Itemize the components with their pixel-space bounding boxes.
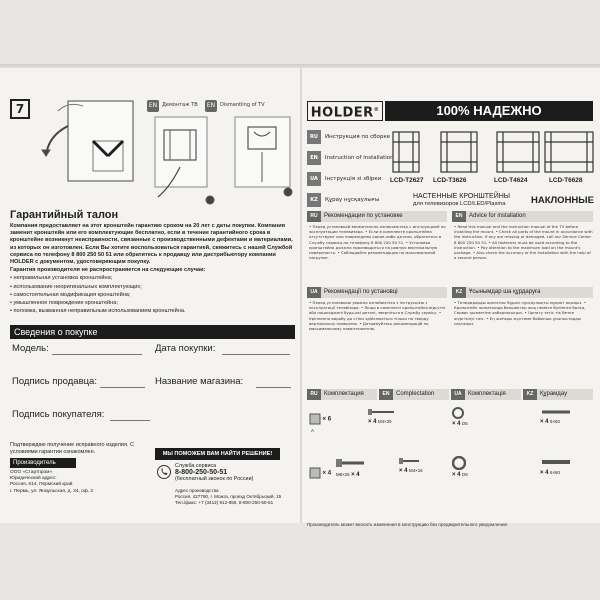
kit-size: D8 (462, 472, 468, 477)
anchor-icon (540, 456, 572, 468)
kit-item-m8x25 (336, 456, 366, 478)
address-line: Россия, 427790, г. Можга, проезд Октябрьский, 15 (175, 494, 282, 499)
section-tag: UA (451, 389, 465, 400)
section-header-kz (452, 287, 593, 298)
purchase-date-label: Дата покупки: (155, 343, 216, 354)
step-badge-2: EN (205, 100, 217, 112)
warranty-item: • неправильная установка кронштейна; (10, 275, 113, 282)
language-row-en (307, 151, 394, 165)
series-title (413, 193, 510, 208)
service-info (175, 463, 253, 483)
washer-icon (309, 413, 321, 425)
seller-signature-field[interactable] (100, 387, 145, 388)
kit-item-m4x16 (399, 456, 423, 474)
warranty-item: • умышленное повреждение кронштейна; (10, 300, 118, 307)
kit-item-d5 (452, 407, 468, 427)
ring-washer-icon (452, 407, 464, 419)
slogan-banner: 100% НАДЕЖНО (385, 101, 593, 121)
warranty-item: • поломка, вызванная неправильным использованием кронштейна. (10, 308, 186, 315)
language-text: Instruction of installation (325, 155, 394, 161)
warranty-title: Гарантийный талон (10, 209, 119, 221)
step-badge-1: EN (147, 100, 159, 112)
section-title: Advice for installation (469, 213, 526, 219)
kit-item-6x60 (540, 456, 572, 476)
section-body-ua: • Перед установкою уважно ознайомтеся з інструкцією з експлуатації телевізора. • Якщо в комплекті кронштейна відсутні або пошкоджені будь-які деталі, зверніться в Службу сервісу. • Кріплення виробу до стіни здійснюється тільки на тверду вертикальну поверхню. • Дотримуйтесь рекомендацій по максимальному навантаженню. (309, 300, 446, 332)
store-name-label: Название магазина: (155, 376, 244, 387)
page-fold (300, 68, 302, 523)
footer-note: Производитель может вносить изменения в конструкцию без предварительного уведомления (307, 522, 508, 527)
kit-size: M4×25 (378, 419, 392, 424)
model-label: LCD-T2627 (390, 177, 424, 184)
kit-size: 5×60 (550, 419, 560, 424)
kit-qty: × 4 (368, 419, 377, 425)
kit-item-b (309, 467, 331, 479)
model-field[interactable] (52, 354, 142, 355)
section-header-ua (307, 287, 447, 298)
model-label: LCD-T4624 (494, 177, 528, 184)
kit-qty: × 4 (540, 470, 549, 476)
language-text: Инструкция по сборке (325, 134, 391, 140)
section-title: Комплектація (468, 391, 506, 397)
section-body-kz: • Теледидарды орнатпас бұрын нұсқаулықты мұқият оқыңыз. • Кронштейн жинағында бөлшектер жоқ немесе бүлінген болса, Сервис қызметіне хабарласыңыз. • Орнату тегіс тік бетке жүргізілуі тиіс. • Ең жоғары жүктеме бойынша ұсыныстарды сақтаңыз. (454, 300, 587, 326)
buyer-signature-label: Подпись покупателя: (12, 409, 105, 420)
bolt-icon (336, 456, 366, 470)
section-tag: UA (307, 287, 321, 298)
section-body-ru: • Перед установкой внимательно ознакомьтесь с инструкцией по эксплуатации телевизора. • Если в комплекте кронштейна отсутствуют или повреждены какие-либо детали, обратитесь в Службу сервиса по телефону 8 800 250 50 51. • Установка кронштейна должна производиться на ровную вертикальную поверхность. • Соблюдайте рекомендации по максимальной нагрузке. (309, 224, 446, 261)
service-label: Служба сервиса (175, 463, 217, 469)
purchase-date-field[interactable] (222, 354, 290, 355)
language-text: Құрау нұсқаулығы (325, 197, 380, 203)
confirm-text: Подтверждаю получение исправного изделия. С условиями гарантии ознакомлен. (10, 442, 134, 455)
language-tag: EN (307, 151, 321, 165)
section-tag: RU (307, 389, 321, 400)
model-label: LCD-T3626 (433, 177, 467, 184)
section-title: Құрамдау (540, 391, 568, 397)
model-label: Модель: (12, 343, 49, 354)
series-title-text: НАСТЕННЫЕ КРОНШТЕЙНЫ (413, 193, 510, 200)
language-tag: KZ (307, 193, 321, 207)
kit-header-en (379, 389, 449, 400)
phone-icon (157, 465, 171, 479)
step-label-1: Демонтаж ТВ (162, 102, 198, 108)
service-phone: 8-800-250-50-51 (175, 468, 228, 476)
tilt-type-label: НАКЛОННЫЕ (531, 195, 594, 206)
manufacturer-line: ООО «Стартпром» (10, 470, 53, 475)
model-label: LCD-T6628 (549, 177, 583, 184)
bracket-illustrations (385, 124, 595, 176)
step-label-2: Dismantling of TV (220, 102, 265, 108)
warranty-not-covered: Гарантия производителя не распространяется на следующие случаи: (10, 267, 206, 274)
warranty-text (10, 223, 300, 316)
kit-qty: × 4 (322, 470, 332, 477)
section-title: Ұсынымдар ша құрдаруға (469, 289, 541, 295)
section-tag: EN (379, 389, 393, 400)
section-title: Complectation (396, 391, 435, 397)
page-number: 7 (10, 99, 30, 119)
screw-icon (368, 407, 396, 417)
brand-logo-text: HOLDER (310, 105, 374, 121)
illustration-tv-dismantling (150, 112, 298, 210)
kit-qty: × 4 (399, 468, 408, 474)
kit-size: 6×60 (550, 470, 560, 475)
kit-size: M4×16 (409, 468, 423, 473)
manufacturer-header: Производитель (10, 458, 76, 468)
kit-qty: × 4 (452, 421, 461, 427)
series-subtitle: для телевизоров LCD/LED/Plasma (413, 200, 506, 207)
illustration-wall-detach (38, 96, 138, 196)
kit-header-ua (451, 389, 521, 400)
kit-item-d8 (452, 456, 468, 478)
kit-item-5x60 (540, 407, 572, 425)
warranty-item: • использование неоригинальных комплектующих; (10, 283, 142, 290)
buyer-signature-field[interactable] (110, 420, 150, 421)
production-address (175, 488, 281, 506)
section-header-en (452, 211, 593, 222)
plate-icon (309, 467, 321, 479)
language-row-ua (307, 172, 381, 186)
section-tag: RU (307, 211, 321, 222)
screw-icon (399, 456, 421, 466)
anchor-icon (540, 407, 572, 417)
manufacturer-line: г. Пермь, ул. Янаульская, д. 34, оф. 2 (10, 488, 94, 494)
warranty-item: • самостоятельная модификация кронштейна; (10, 291, 131, 298)
section-tag: KZ (523, 389, 537, 400)
kit-size: D5 (462, 421, 468, 426)
language-text: Інструкція зі збірки (325, 176, 382, 182)
manufacturer-line: Юридический адрес: (10, 476, 57, 482)
store-name-field[interactable] (256, 387, 291, 388)
address-line: Адрес производства (175, 488, 219, 493)
kit-qty: × 4 (452, 472, 461, 478)
section-header-ru (307, 211, 447, 222)
section-title: Рекомендації по установці (324, 289, 398, 295)
ring-washer-icon (452, 456, 466, 470)
section-tag: EN (452, 211, 466, 222)
section-body-en: • Read this manual and the instruction manual of the TV before installing the mount. • Check all parts of the mount in accordance with the instruction. If any are missing or damaged, call our Service Center 8 800 250 50 51. • All fasteners must be used according to the instruction. • Pay attention to the maximum load on the mount's package. • Also check the accuracy of the installation with the help of a second person. (454, 224, 593, 261)
manufacturer-info (10, 470, 93, 495)
kit-qty: × 4 (540, 419, 549, 425)
warranty-intro: Компания предоставляет на этот кронштейн гарантию сроком на 20 лет с даты покупки. Компания заменит кронштейн или его комплектующие бесплатно, если в течение гарантийного срока в кронштейне возникнут неисправности, связанные с производственными дефектами и материалами, из которых он изготовлен. Если Вы хотите воспользоваться гарантией, свяжитесь с нашей Службой сервиса по телефону 8 800 250 50 51 или обратитесь к продавцу или дистрибьютору компании HOLDER с документом, удостоверяющим покупку. (10, 223, 293, 266)
kit-header-ru (307, 389, 377, 400)
kit-size: M8×25 (336, 472, 350, 477)
kit-item-screw-m4x25 (368, 407, 396, 425)
service-note: (бесплатный звонок по России) (175, 476, 254, 483)
help-banner: МЫ ПОМОЖЕМ ВАМ НАЙТИ РЕШЕНИЕ! (155, 448, 280, 460)
kit-item-a (309, 413, 331, 425)
section-title: Комплектация (324, 391, 364, 397)
section-tag: KZ (452, 287, 466, 298)
kit-label-a: A (311, 428, 314, 433)
section-title: Рекомендации по установке (324, 213, 403, 219)
kit-qty: × 4 (351, 472, 360, 478)
purchase-info-header: Сведения о покупке (10, 325, 295, 339)
language-row-ru (307, 130, 390, 144)
seller-signature-label: Подпись продавца: (12, 376, 97, 387)
address-line: Тел./факс: +7 (3412) 912-850, 8-800-250-50-51 (175, 500, 274, 505)
language-tag: RU (307, 130, 321, 144)
language-row-kz (307, 193, 379, 207)
language-tag: UA (307, 172, 321, 186)
manufacturer-line: Россия, 614, Пермский край (10, 482, 73, 488)
brand-logo: HOLDER® (307, 101, 383, 121)
kit-header-kz (523, 389, 593, 400)
kit-qty: × 6 (322, 416, 332, 423)
